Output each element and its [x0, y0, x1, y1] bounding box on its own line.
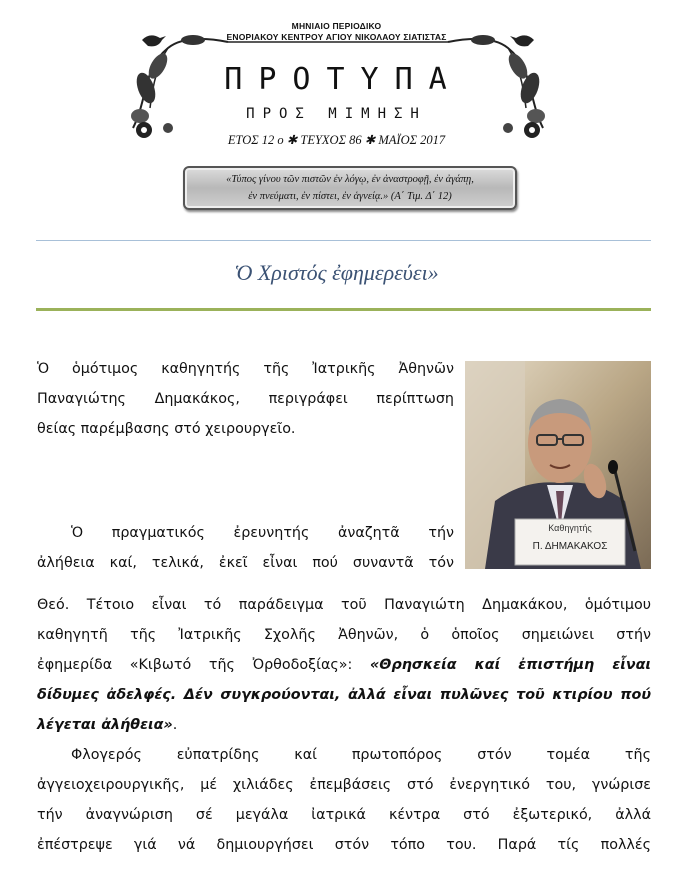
- body-line: τήν ἀναγνώριση σέ μεγάλα ἰατρικά κέντρα στό ἐξωτερικό, ἀλλά: [37, 807, 651, 823]
- intro-line: θείας παρέμβασης στό χειρουργεῖο.: [37, 421, 296, 437]
- body-line-with-quote: [37, 650, 651, 680]
- body-line: Φλογερός εὐπατρίδης καί πρωτοπόρος στόν τομέα τῆς: [71, 747, 651, 763]
- bird-right-icon: [510, 35, 534, 46]
- quote-line-1: «Τύπος γίνου τῶν πιστῶν ἐν λόγῳ, ἐν ἀναστροφῇ, ἐν ἀγάπῃ,: [226, 174, 474, 185]
- magazine-title: ΠΡΟΤΥΠΑ: [224, 62, 463, 97]
- highlighted-quote-tail: λέγεται ἀλήθεια»: [37, 717, 173, 733]
- body-line: ἐπέστρεψε γιά νά δημιουργήσει στόν τόπο του. Παρά τίς πολλές: [37, 837, 651, 853]
- magazine-subtitle: ΠΡΟΣ ΜΙΜΗΣΗ: [246, 106, 427, 122]
- publication-type: ΜΗΝΙΑΙΟ ΠΕΡΙΟΔΙΚΟ: [291, 21, 382, 31]
- highlighted-quote: «Θρησκεία καί ἐπιστήμη εἶναι: [370, 657, 651, 673]
- photo-caption-title: Καθηγητής: [548, 523, 592, 533]
- body-line: Ὁ πραγματικός ἐρευνητής ἀναζητᾶ τήν: [71, 525, 454, 541]
- author-photo: [465, 361, 651, 569]
- body-line: Θεό. Τέτοιο εἶναι τό παράδειγμα τοῦ Παναγιώτη Δημακάκου, ὁμότιμου: [37, 597, 651, 613]
- highlighted-quote-end: [37, 710, 651, 740]
- masthead: [0, 0, 673, 165]
- quote-lead-in: ἐφημερίδα «Κιβωτό τῆς Ὀρθοδοξίας»:: [37, 657, 371, 673]
- intro-paragraph: [37, 354, 454, 444]
- quote-line-2: ἐν πνεύματι, ἐν πίστει, ἐν ἁγνείᾳ.» (Α΄ Τιμ. Δ΄ 12): [248, 191, 452, 202]
- scripture-quote-box: [183, 166, 517, 210]
- title-rule-top: [36, 240, 651, 241]
- body-line: ἀγγειοχειρουργικῆς, μέ χιλιάδες ἐπεμβάσεις στό ἐνεργητικό του, γνώρισε: [37, 777, 651, 793]
- article-title: Ὁ Χριστός ἐφημερεύει»: [234, 260, 439, 285]
- body-line: καθηγητῆ τῆς Ἰατρικῆς Σχολῆς Ἀθηνῶν, ὁ ὁποῖος σημειώνει στήν: [37, 627, 651, 643]
- quote-end-punct: .: [172, 717, 178, 733]
- bird-left-icon: [142, 35, 166, 46]
- publisher-name: ΕΝΟΡΙΑΚΟΥ ΚΕΝΤΡΟΥ ΑΓΙΟΥ ΝΙΚΟΛΑΟΥ ΣΙΑΤΙΣΤΑΣ: [226, 32, 447, 42]
- title-rule-bottom: [36, 308, 651, 311]
- highlighted-quote-line: δίδυμες ἀδελφές. Δέν συγκρούονται, ἀλλά εἶναι πυλῶνες τοῦ κτιρίου πού: [37, 687, 651, 703]
- issue-info: ΕΤΟΣ 12 ο ✱ ΤΕΥΧΟΣ 86 ✱ ΜΑΪΟΣ 2017: [227, 133, 446, 147]
- paragraph-1-wide: [37, 590, 651, 860]
- body-line: ἀλήθεια καί, τελικά, ἐκεῖ εἶναι πού συναντᾶ τόν: [37, 555, 454, 571]
- intro-line: Παναγιώτης Δημακάκος, περιγράφει περίπτωση: [37, 391, 454, 407]
- intro-line: Ὁ ὁμότιμος καθηγητής τῆς Ἰατρικῆς Ἀθηνῶν: [37, 361, 454, 377]
- photo-caption-name: Π. ΔΗΜΑΚΑΚΟΣ: [532, 541, 608, 552]
- paragraph-1-narrow: [37, 518, 454, 578]
